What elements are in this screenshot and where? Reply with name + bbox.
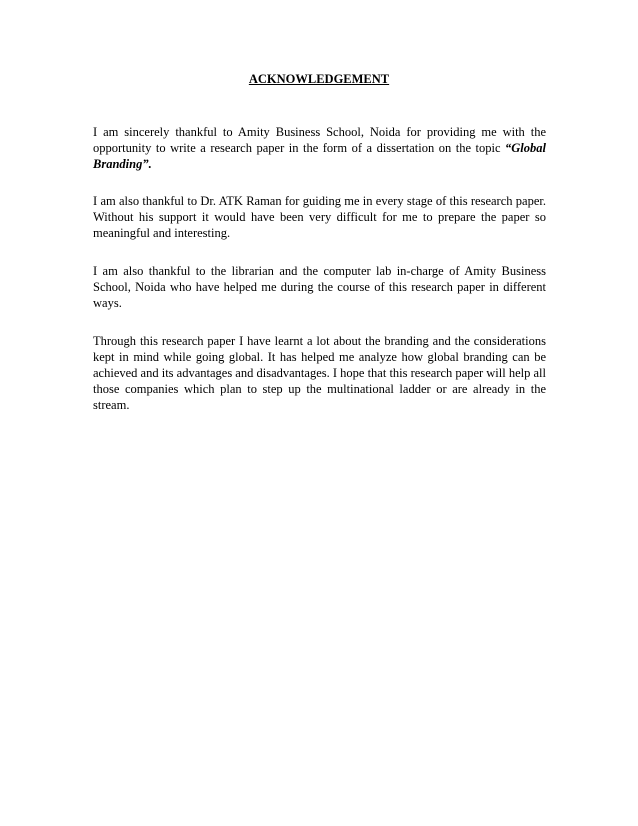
- paragraph-4: Through this research paper I have learnt a lot about the branding and the considerations kept in mind while going global. It has helped me analyze how global branding can be achieved and its advantages and disadvantages. I hope that this research paper will help all those companies which plan to step up the multinational ladder or are already in the stream.: [93, 334, 546, 412]
- paragraph-1-text: I am sincerely thankful to Amity Business School, Noida for providing me with the opportunity to write a research paper in the form of a dissertation on the topic: [93, 125, 546, 155]
- paragraph-2: I am also thankful to Dr. ATK Raman for guiding me in every stage of this research paper. Without his support it would have been very difficult for me to prepare the paper so meaningful and interesting.: [93, 194, 546, 240]
- document-heading: ACKNOWLEDGEMENT: [248, 72, 390, 86]
- paragraph-1: [93, 124, 546, 172]
- paragraph-3: I am also thankful to the librarian and the computer lab in-charge of Amity Business School, Noida who have helped me during the course of this research paper in different ways.: [93, 264, 546, 310]
- paragraph-1-topic: “Global Branding”.: [93, 141, 546, 171]
